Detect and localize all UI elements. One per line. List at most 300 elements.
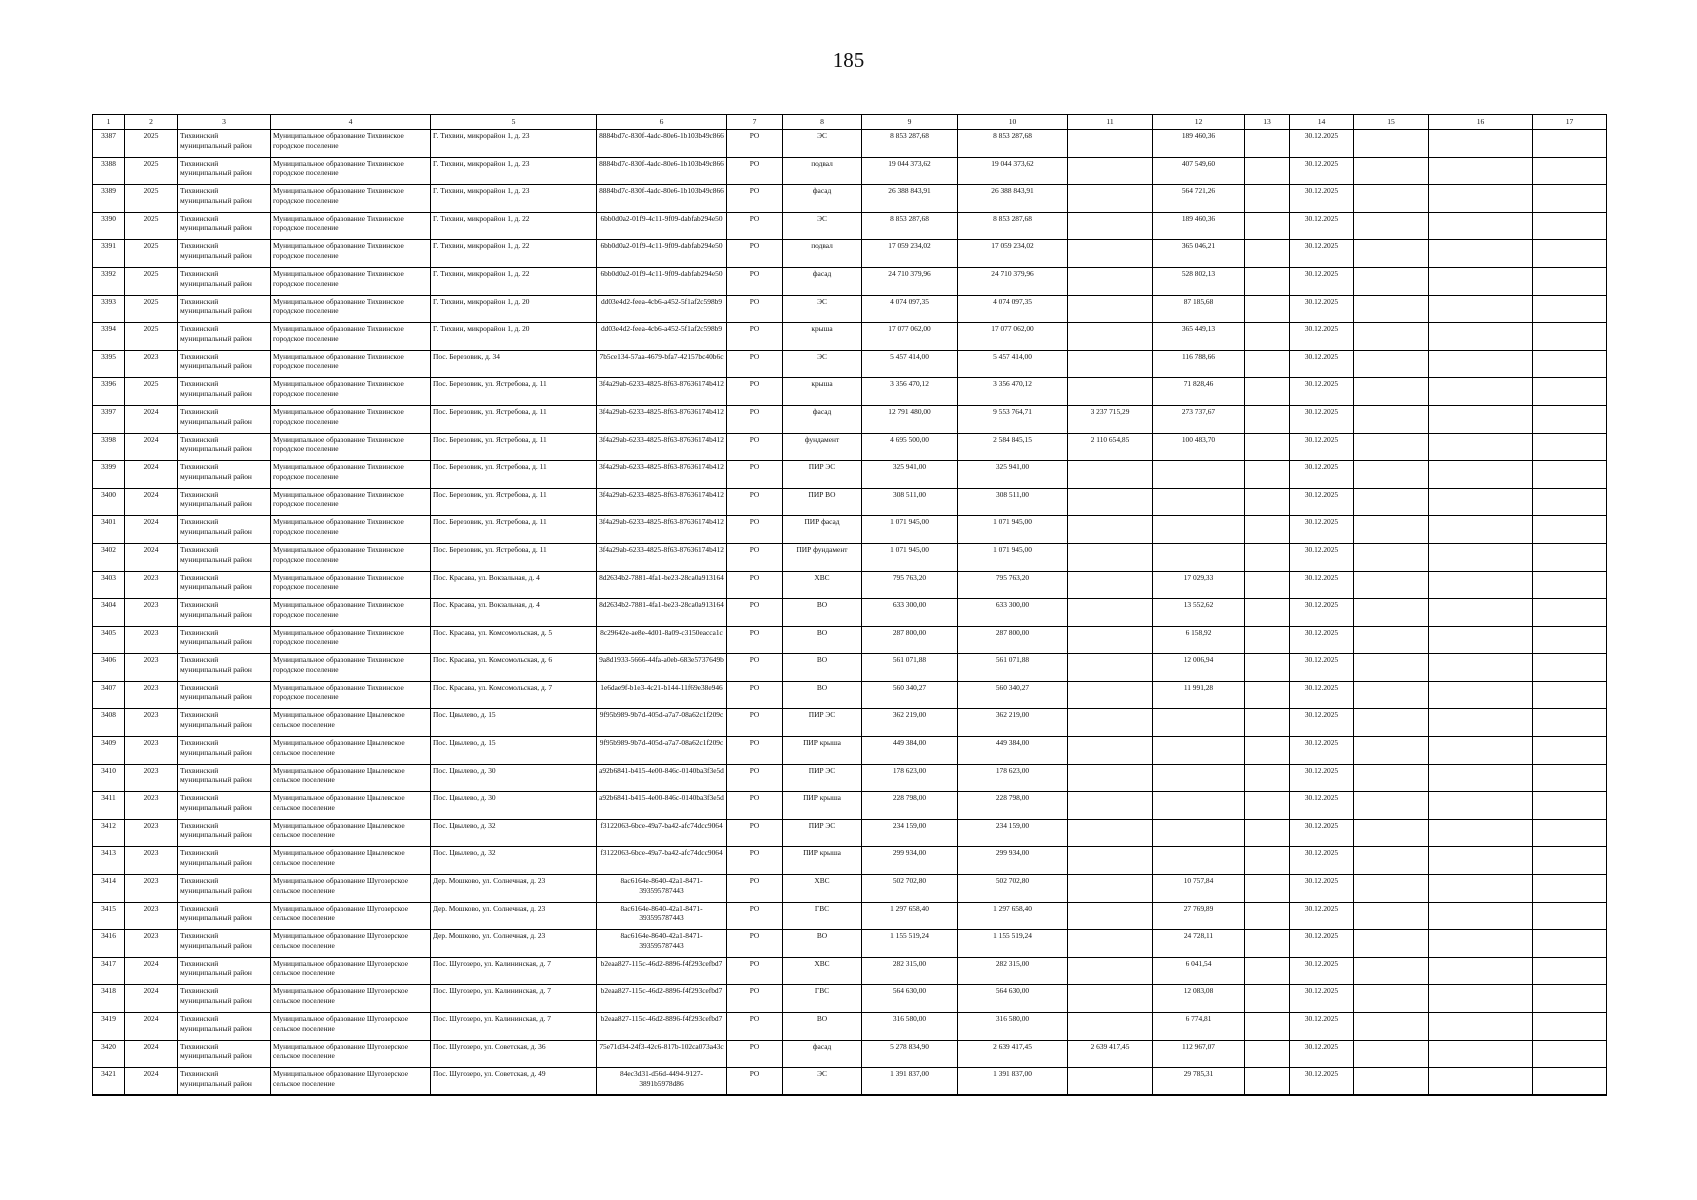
fee-cell: [1153, 488, 1245, 516]
house-id-cell: 8884bd7c-830f-4adc-80e6-1b103b49c866: [597, 157, 727, 185]
district-cell: Тихвинский муниципальный район: [178, 737, 271, 765]
row-number: 3404: [93, 599, 125, 627]
col17-cell: [1533, 737, 1607, 765]
type-cell: РО: [727, 571, 783, 599]
col17-cell: [1533, 626, 1607, 654]
deadline-cell: 30.12.2025: [1290, 792, 1354, 820]
row-number: 3390: [93, 212, 125, 240]
total-cost-cell: 633 300,00: [862, 599, 958, 627]
year-cell: 2025: [125, 267, 178, 295]
col13-cell: [1245, 847, 1290, 875]
table-row: [93, 295, 1607, 323]
total-cost-cell: 234 159,00: [862, 819, 958, 847]
col15-cell: [1354, 185, 1429, 213]
address-cell: Г. Тихвин, микрорайон 1, д. 23: [431, 130, 597, 158]
work-type-cell: ХВС: [783, 571, 862, 599]
cost-extra-cell: [1068, 681, 1153, 709]
cost-cell: 1 071 945,00: [958, 543, 1068, 571]
col16-cell: [1429, 626, 1533, 654]
table-row: [93, 847, 1607, 875]
year-cell: 2025: [125, 295, 178, 323]
cost-extra-cell: 3 237 715,29: [1068, 405, 1153, 433]
col15-cell: [1354, 681, 1429, 709]
work-type-cell: ВО: [783, 681, 862, 709]
total-cost-cell: 3 356 470,12: [862, 378, 958, 406]
col15-cell: [1354, 433, 1429, 461]
cost-cell: 287 800,00: [958, 626, 1068, 654]
col16-cell: [1429, 709, 1533, 737]
col16-cell: [1429, 378, 1533, 406]
type-cell: РО: [727, 1040, 783, 1068]
house-id-cell: 6bb0d0a2-01f9-4c11-9f09-dabfab294e50: [597, 240, 727, 268]
table-row: [93, 267, 1607, 295]
year-cell: 2023: [125, 792, 178, 820]
district-cell: Тихвинский муниципальный район: [178, 819, 271, 847]
col13-cell: [1245, 681, 1290, 709]
table-row: [93, 212, 1607, 240]
total-cost-cell: 12 791 480,00: [862, 405, 958, 433]
address-cell: Дер. Мошково, ул. Солнечная, д. 23: [431, 930, 597, 958]
cost-cell: 1 297 658,40: [958, 902, 1068, 930]
cost-extra-cell: [1068, 875, 1153, 903]
col15-cell: [1354, 571, 1429, 599]
col17-cell: [1533, 350, 1607, 378]
col13-cell: [1245, 930, 1290, 958]
district-cell: Тихвинский муниципальный район: [178, 185, 271, 213]
cost-extra-cell: [1068, 295, 1153, 323]
col13-cell: [1245, 543, 1290, 571]
work-type-cell: ПИР крыша: [783, 792, 862, 820]
fee-cell: 365 046,21: [1153, 240, 1245, 268]
address-cell: Пос. Красава, ул. Комсомольская, д. 5: [431, 626, 597, 654]
cost-cell: 3 356 470,12: [958, 378, 1068, 406]
deadline-cell: 30.12.2025: [1290, 875, 1354, 903]
year-cell: 2023: [125, 930, 178, 958]
fee-cell: 564 721,26: [1153, 185, 1245, 213]
work-type-cell: ПИР фасад: [783, 516, 862, 544]
row-number: 3411: [93, 792, 125, 820]
fee-cell: 365 449,13: [1153, 323, 1245, 351]
row-number: 3389: [93, 185, 125, 213]
row-number: 3408: [93, 709, 125, 737]
district-cell: Тихвинский муниципальный район: [178, 543, 271, 571]
table-row: [93, 1040, 1607, 1068]
house-id-cell: 3f4a29ab-6233-4825-8f63-87636174b412: [597, 433, 727, 461]
work-type-cell: ХВС: [783, 875, 862, 903]
col13-cell: [1245, 709, 1290, 737]
row-number: 3397: [93, 405, 125, 433]
type-cell: РО: [727, 157, 783, 185]
cost-cell: 228 798,00: [958, 792, 1068, 820]
col13-cell: [1245, 240, 1290, 268]
address-cell: Г. Тихвин, микрорайон 1, д. 22: [431, 212, 597, 240]
cost-cell: 26 388 843,91: [958, 185, 1068, 213]
house-id-cell: 8884bd7c-830f-4adc-80e6-1b103b49c866: [597, 130, 727, 158]
house-id-cell: 3f4a29ab-6233-4825-8f63-87636174b412: [597, 516, 727, 544]
total-cost-cell: 1 297 658,40: [862, 902, 958, 930]
year-cell: 2024: [125, 1040, 178, 1068]
fee-cell: [1153, 516, 1245, 544]
table-row: [93, 985, 1607, 1013]
total-cost-cell: 561 071,88: [862, 654, 958, 682]
col13-cell: [1245, 875, 1290, 903]
type-cell: РО: [727, 405, 783, 433]
col13-cell: [1245, 819, 1290, 847]
col16-cell: [1429, 516, 1533, 544]
cost-cell: 282 315,00: [958, 957, 1068, 985]
district-cell: Тихвинский муниципальный район: [178, 350, 271, 378]
total-cost-cell: 1 071 945,00: [862, 516, 958, 544]
deadline-cell: 30.12.2025: [1290, 295, 1354, 323]
fee-cell: [1153, 543, 1245, 571]
house-id-cell: 84ec3d31-d56d-4494-9127-3891b5978d86: [597, 1068, 727, 1096]
district-cell: Тихвинский муниципальный район: [178, 847, 271, 875]
col16-cell: [1429, 654, 1533, 682]
col15-cell: [1354, 792, 1429, 820]
column-header: 1: [93, 115, 125, 130]
address-cell: Г. Тихвин, микрорайон 1, д. 22: [431, 267, 597, 295]
col15-cell: [1354, 902, 1429, 930]
col13-cell: [1245, 626, 1290, 654]
type-cell: РО: [727, 957, 783, 985]
cost-cell: 4 074 097,35: [958, 295, 1068, 323]
house-id-cell: 3f4a29ab-6233-4825-8f63-87636174b412: [597, 405, 727, 433]
deadline-cell: 30.12.2025: [1290, 819, 1354, 847]
col17-cell: [1533, 902, 1607, 930]
address-cell: Пос. Шугозеро, ул. Калининская, д. 7: [431, 957, 597, 985]
col13-cell: [1245, 1013, 1290, 1041]
house-id-cell: b2eaa827-115c-46d2-8896-f4f293cefbd7: [597, 985, 727, 1013]
row-number: 3402: [93, 543, 125, 571]
year-cell: 2024: [125, 461, 178, 489]
house-id-cell: f3122063-6bce-49a7-ba42-afc74dcc9064: [597, 847, 727, 875]
table-row: [93, 599, 1607, 627]
address-cell: Пос. Шугозеро, ул. Калининская, д. 7: [431, 1013, 597, 1041]
house-id-cell: 6bb0d0a2-01f9-4c11-9f09-dabfab294e50: [597, 212, 727, 240]
total-cost-cell: 4 074 097,35: [862, 295, 958, 323]
work-type-cell: фундамент: [783, 433, 862, 461]
address-cell: Пос. Березовик, ул. Ястребова, д. 11: [431, 433, 597, 461]
row-number: 3400: [93, 488, 125, 516]
deadline-cell: 30.12.2025: [1290, 599, 1354, 627]
col16-cell: [1429, 461, 1533, 489]
cost-extra-cell: [1068, 378, 1153, 406]
col16-cell: [1429, 571, 1533, 599]
total-cost-cell: 17 077 062,00: [862, 323, 958, 351]
deadline-cell: 30.12.2025: [1290, 930, 1354, 958]
address-cell: Пос. Шугозеро, ул. Советская, д. 49: [431, 1068, 597, 1096]
col16-cell: [1429, 405, 1533, 433]
fee-cell: [1153, 461, 1245, 489]
col16-cell: [1429, 1013, 1533, 1041]
total-cost-cell: 362 219,00: [862, 709, 958, 737]
year-cell: 2024: [125, 957, 178, 985]
deadline-cell: 30.12.2025: [1290, 1068, 1354, 1096]
fee-cell: 29 785,31: [1153, 1068, 1245, 1096]
col16-cell: [1429, 681, 1533, 709]
type-cell: РО: [727, 902, 783, 930]
type-cell: РО: [727, 433, 783, 461]
municipality-cell: Муниципальное образование Тихвинское городское поселение: [271, 654, 431, 682]
district-cell: Тихвинский муниципальный район: [178, 267, 271, 295]
type-cell: РО: [727, 792, 783, 820]
col13-cell: [1245, 433, 1290, 461]
col15-cell: [1354, 240, 1429, 268]
municipality-cell: Муниципальное образование Тихвинское городское поселение: [271, 543, 431, 571]
cost-cell: 9 553 764,71: [958, 405, 1068, 433]
col16-cell: [1429, 875, 1533, 903]
table-row: [93, 1013, 1607, 1041]
municipality-cell: Муниципальное образование Цвылевское сельское поселение: [271, 792, 431, 820]
table-body: [93, 130, 1607, 1096]
cost-cell: 795 763,20: [958, 571, 1068, 599]
col15-cell: [1354, 819, 1429, 847]
total-cost-cell: 26 388 843,91: [862, 185, 958, 213]
fee-cell: 13 552,62: [1153, 599, 1245, 627]
col17-cell: [1533, 185, 1607, 213]
municipality-cell: Муниципальное образование Тихвинское городское поселение: [271, 516, 431, 544]
district-cell: Тихвинский муниципальный район: [178, 405, 271, 433]
work-type-cell: ЭС: [783, 295, 862, 323]
year-cell: 2023: [125, 737, 178, 765]
row-number: 3395: [93, 350, 125, 378]
col15-cell: [1354, 488, 1429, 516]
type-cell: РО: [727, 461, 783, 489]
table-row: [93, 543, 1607, 571]
column-header: 8: [783, 115, 862, 130]
year-cell: 2024: [125, 433, 178, 461]
municipality-cell: Муниципальное образование Шугозерское сельское поселение: [271, 1068, 431, 1096]
type-cell: РО: [727, 323, 783, 351]
col17-cell: [1533, 709, 1607, 737]
work-type-cell: крыша: [783, 378, 862, 406]
fee-cell: 87 185,68: [1153, 295, 1245, 323]
address-cell: Пос. Цвылево, д. 30: [431, 792, 597, 820]
col17-cell: [1533, 985, 1607, 1013]
fee-cell: [1153, 737, 1245, 765]
house-id-cell: 1e6dae9f-b1e3-4c21-b144-11f69e38e946: [597, 681, 727, 709]
deadline-cell: 30.12.2025: [1290, 1013, 1354, 1041]
cost-cell: 299 934,00: [958, 847, 1068, 875]
cost-cell: 1 071 945,00: [958, 516, 1068, 544]
col15-cell: [1354, 543, 1429, 571]
table-row: [93, 957, 1607, 985]
cost-cell: 325 941,00: [958, 461, 1068, 489]
row-number: 3393: [93, 295, 125, 323]
col13-cell: [1245, 130, 1290, 158]
col17-cell: [1533, 764, 1607, 792]
deadline-cell: 30.12.2025: [1290, 1040, 1354, 1068]
col17-cell: [1533, 875, 1607, 903]
work-type-cell: ПИР ВО: [783, 488, 862, 516]
house-id-cell: 7b5ce134-57aa-4679-bfa7-42157bc40b6c: [597, 350, 727, 378]
address-cell: Пос. Березовик, ул. Ястребова, д. 11: [431, 543, 597, 571]
col16-cell: [1429, 599, 1533, 627]
cost-extra-cell: [1068, 764, 1153, 792]
district-cell: Тихвинский муниципальный район: [178, 709, 271, 737]
house-id-cell: 3f4a29ab-6233-4825-8f63-87636174b412: [597, 461, 727, 489]
col13-cell: [1245, 295, 1290, 323]
col17-cell: [1533, 405, 1607, 433]
table-row: [93, 461, 1607, 489]
address-cell: Г. Тихвин, микрорайон 1, д. 22: [431, 240, 597, 268]
work-type-cell: ЭС: [783, 350, 862, 378]
row-number: 3394: [93, 323, 125, 351]
col13-cell: [1245, 737, 1290, 765]
total-cost-cell: 325 941,00: [862, 461, 958, 489]
col15-cell: [1354, 323, 1429, 351]
work-type-cell: ВО: [783, 626, 862, 654]
work-type-cell: ПИР ЭС: [783, 709, 862, 737]
fee-cell: 6 041,54: [1153, 957, 1245, 985]
total-cost-cell: 308 511,00: [862, 488, 958, 516]
col16-cell: [1429, 764, 1533, 792]
year-cell: 2023: [125, 626, 178, 654]
municipality-cell: Муниципальное образование Тихвинское городское поселение: [271, 157, 431, 185]
cost-cell: 2 584 845,15: [958, 433, 1068, 461]
district-cell: Тихвинский муниципальный район: [178, 654, 271, 682]
work-type-cell: ЭС: [783, 212, 862, 240]
district-cell: Тихвинский муниципальный район: [178, 488, 271, 516]
municipality-cell: Муниципальное образование Шугозерское сельское поселение: [271, 902, 431, 930]
address-cell: Пос. Красава, ул. Комсомольская, д. 6: [431, 654, 597, 682]
address-cell: Дер. Мошково, ул. Солнечная, д. 23: [431, 875, 597, 903]
work-type-cell: ПИР ЭС: [783, 764, 862, 792]
cost-extra-cell: 2 639 417,45: [1068, 1040, 1153, 1068]
type-cell: РО: [727, 709, 783, 737]
table-row: [93, 571, 1607, 599]
deadline-cell: 30.12.2025: [1290, 543, 1354, 571]
col17-cell: [1533, 930, 1607, 958]
table-row: [93, 323, 1607, 351]
col17-cell: [1533, 571, 1607, 599]
municipality-cell: Муниципальное образование Тихвинское городское поселение: [271, 212, 431, 240]
col16-cell: [1429, 185, 1533, 213]
column-header: 12: [1153, 115, 1245, 130]
municipality-cell: Муниципальное образование Тихвинское городское поселение: [271, 626, 431, 654]
year-cell: 2023: [125, 599, 178, 627]
deadline-cell: 30.12.2025: [1290, 185, 1354, 213]
cost-cell: 17 059 234,02: [958, 240, 1068, 268]
deadline-cell: 30.12.2025: [1290, 847, 1354, 875]
col17-cell: [1533, 130, 1607, 158]
cost-extra-cell: [1068, 240, 1153, 268]
cost-extra-cell: [1068, 1013, 1153, 1041]
municipality-cell: Муниципальное образование Цвылевское сельское поселение: [271, 737, 431, 765]
col15-cell: [1354, 626, 1429, 654]
municipality-cell: Муниципальное образование Шугозерское сельское поселение: [271, 930, 431, 958]
col13-cell: [1245, 902, 1290, 930]
deadline-cell: 30.12.2025: [1290, 571, 1354, 599]
house-id-cell: 3f4a29ab-6233-4825-8f63-87636174b412: [597, 378, 727, 406]
total-cost-cell: 19 044 373,62: [862, 157, 958, 185]
municipality-cell: Муниципальное образование Шугозерское сельское поселение: [271, 875, 431, 903]
fee-cell: 17 029,33: [1153, 571, 1245, 599]
col13-cell: [1245, 764, 1290, 792]
house-id-cell: 9f95b989-9b7d-405d-a7a7-08a62c1f209c: [597, 709, 727, 737]
fee-cell: 27 769,89: [1153, 902, 1245, 930]
table-row: [93, 930, 1607, 958]
cost-cell: 8 853 287,68: [958, 212, 1068, 240]
col16-cell: [1429, 157, 1533, 185]
col15-cell: [1354, 295, 1429, 323]
column-header: 5: [431, 115, 597, 130]
col16-cell: [1429, 930, 1533, 958]
col17-cell: [1533, 1013, 1607, 1041]
col17-cell: [1533, 516, 1607, 544]
col15-cell: [1354, 1040, 1429, 1068]
col17-cell: [1533, 792, 1607, 820]
col16-cell: [1429, 350, 1533, 378]
column-header: 11: [1068, 115, 1153, 130]
work-type-cell: ВО: [783, 654, 862, 682]
house-id-cell: 8c29642e-ae8e-4d01-8a09-c3150eacca1c: [597, 626, 727, 654]
cost-cell: 1 155 519,24: [958, 930, 1068, 958]
row-number: 3413: [93, 847, 125, 875]
cost-cell: 24 710 379,96: [958, 267, 1068, 295]
total-cost-cell: 795 763,20: [862, 571, 958, 599]
cost-cell: 5 457 414,00: [958, 350, 1068, 378]
work-type-cell: фасад: [783, 405, 862, 433]
total-cost-cell: 287 800,00: [862, 626, 958, 654]
col13-cell: [1245, 571, 1290, 599]
table-row: [93, 130, 1607, 158]
type-cell: РО: [727, 764, 783, 792]
cost-extra-cell: [1068, 902, 1153, 930]
column-header: 10: [958, 115, 1068, 130]
fee-cell: 273 737,67: [1153, 405, 1245, 433]
fee-cell: [1153, 709, 1245, 737]
address-cell: Дер. Мошково, ул. Солнечная, д. 23: [431, 902, 597, 930]
table-row: [93, 792, 1607, 820]
table-row: [93, 626, 1607, 654]
fee-cell: 116 788,66: [1153, 350, 1245, 378]
district-cell: Тихвинский муниципальный район: [178, 130, 271, 158]
house-id-cell: 8d2634b2-7881-4fa1-be23-28ca0a913164: [597, 599, 727, 627]
type-cell: РО: [727, 543, 783, 571]
col16-cell: [1429, 240, 1533, 268]
year-cell: 2025: [125, 212, 178, 240]
col16-cell: [1429, 1040, 1533, 1068]
work-type-cell: ПИР крыша: [783, 847, 862, 875]
cost-cell: 1 391 837,00: [958, 1068, 1068, 1096]
total-cost-cell: 5 457 414,00: [862, 350, 958, 378]
total-cost-cell: 564 630,00: [862, 985, 958, 1013]
fee-cell: 71 828,46: [1153, 378, 1245, 406]
column-header: 13: [1245, 115, 1290, 130]
district-cell: Тихвинский муниципальный район: [178, 792, 271, 820]
municipality-cell: Муниципальное образование Цвылевское сельское поселение: [271, 847, 431, 875]
fee-cell: 189 460,36: [1153, 212, 1245, 240]
year-cell: 2023: [125, 709, 178, 737]
house-id-cell: 6bb0d0a2-01f9-4c11-9f09-dabfab294e50: [597, 267, 727, 295]
municipality-cell: Муниципальное образование Тихвинское городское поселение: [271, 267, 431, 295]
year-cell: 2024: [125, 543, 178, 571]
column-header: 16: [1429, 115, 1533, 130]
work-type-cell: ПИР крыша: [783, 737, 862, 765]
deadline-cell: 30.12.2025: [1290, 681, 1354, 709]
municipality-cell: Муниципальное образование Тихвинское городское поселение: [271, 461, 431, 489]
cost-extra-cell: [1068, 516, 1153, 544]
cost-extra-cell: [1068, 350, 1153, 378]
cost-extra-cell: [1068, 571, 1153, 599]
row-number: 3409: [93, 737, 125, 765]
col17-cell: [1533, 847, 1607, 875]
col17-cell: [1533, 240, 1607, 268]
cost-extra-cell: [1068, 792, 1153, 820]
col17-cell: [1533, 295, 1607, 323]
row-number: 3416: [93, 930, 125, 958]
